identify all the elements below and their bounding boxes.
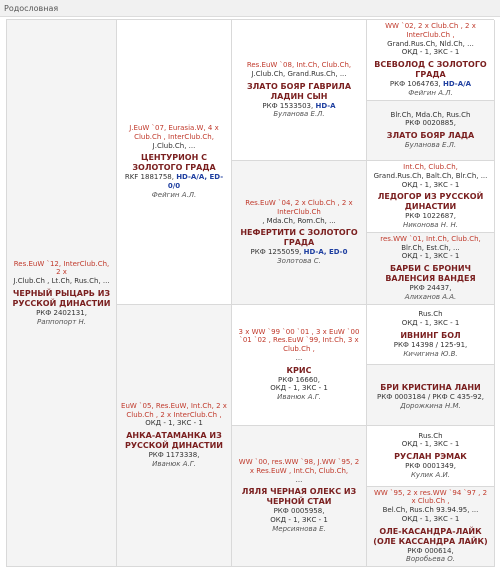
dog-owner: Воробьева О. — [406, 555, 455, 564]
dog-titles-extra: Bel.Ch, Rus.Ch 93.94.95, ... — [382, 506, 479, 514]
pedigree-cell-sds[interactable] — [367, 161, 495, 233]
dog-work-titles: ОКД - 1, ЗКС - 1 — [270, 516, 328, 525]
pedigree-cell-dam[interactable] — [117, 305, 232, 567]
dog-name[interactable]: РУСЛАН РЭМАК — [394, 452, 467, 462]
pedigree-cell-dsd[interactable] — [367, 365, 495, 426]
dog-name[interactable]: ИВНИНГ БОЛ — [400, 330, 461, 340]
dog-titles: WW `02, 2 x Club.Ch , 2 x InterClub.Ch , — [385, 22, 476, 39]
dog-name[interactable]: ЧЕРНЫЙ РЫЦАРЬ ИЗ РУССКОЙ ДИНАСТИИ — [12, 288, 111, 308]
dog-name[interactable]: АНКА-АТАМАНКА ИЗ РУССКОЙ ДИНАСТИИ — [124, 431, 224, 451]
dog-name[interactable]: ЗЛАТО БОЯР ЛАДА — [386, 131, 475, 141]
dog-registration: РКФ 24437, — [409, 284, 452, 293]
pedigree-header — [0, 0, 500, 17]
dog-titles: 3 x WW `99 `00 `01 , 3 x EuW `00 `01 `02 , Res.EuW `99, Int.Ch, 3 x Club.Ch , — [238, 327, 360, 354]
dog-registration: РКФ 1533503, HD-A — [262, 101, 336, 110]
pedigree-cell-subject[interactable] — [7, 20, 117, 567]
dog-titles-extra: Grand.Rus.Ch, Balt.Ch, Blr.Ch, ... — [373, 171, 488, 180]
dog-registration: РКФ 0003184 / РКФ С 435-92, — [377, 392, 484, 401]
pedigree-title: Родословная — [4, 4, 59, 13]
pedigree-cell-sire-sire[interactable] — [232, 20, 367, 161]
pedigree-cell-sire[interactable] — [117, 20, 232, 305]
dog-work-titles: ОКД - 1, ЗКС - 1 — [401, 252, 460, 261]
dog-titles: WW `00, res.WW `98, J.WW `95, 2 x Res.EuW , Int.Ch, Club.Ch, — [238, 458, 360, 475]
dog-titles-extra: J.Club.Ch , Lt.Ch, Rus.Ch, ... — [13, 277, 110, 286]
dog-owner: Буланова Е.Л. — [404, 141, 457, 150]
dog-titles: J.EuW `07, Eurasia.W, 4 x Club.Ch , InterClub.Ch, — [129, 124, 219, 141]
dog-titles-extra: Rus.Ch — [418, 431, 443, 440]
dog-owner: Иванюк А.Г. — [152, 459, 196, 468]
dog-registration: РКФ 0005958, — [273, 507, 325, 516]
pedigree-cell-sire-dam[interactable] — [232, 161, 367, 305]
dog-name[interactable]: ЛЕДОГОР ИЗ РУССКОЙ ДИНАСТИИ — [377, 192, 484, 212]
dog-titles: Res.EuW `08, Int.Ch, Club.Ch, — [246, 61, 352, 70]
dog-owner: Раппопорт Н. — [36, 317, 87, 326]
dog-name[interactable]: ЗЛАТО БОЯР ГАВРИЛА ЛАДИН СЫН — [246, 81, 352, 101]
dog-titles-extra: J.Club.Ch, ... — [152, 141, 196, 150]
dog-registration: РКФ 0020885, — [405, 119, 456, 128]
dog-owner: Никонова Н. Н. — [402, 221, 459, 230]
dog-owner: Золотова С. — [277, 257, 321, 265]
dog-titles-extra: J.Club.Ch, Grand.Rus.Ch, ... — [251, 69, 347, 78]
dog-name[interactable]: ВСЕВОЛОД С ЗОЛОТОГО ГРАДА — [374, 60, 487, 79]
dog-titles-extra: Blr.Ch, Est.Ch, ... — [401, 243, 460, 252]
dog-titles-extra: ... — [295, 353, 303, 362]
dog-registration: РКФ 1173338, — [148, 451, 200, 460]
dog-owner: Кичигина Ю.В. — [403, 349, 458, 358]
dog-titles: res.WW `01, Int.Ch, Club.Ch, — [380, 234, 481, 243]
dog-titles: Int.Ch, Club.Ch, — [403, 163, 458, 172]
pedigree-cell-dam-dam[interactable] — [232, 426, 367, 567]
dog-registration: RKF 1881758, HD-A/A, ED-0/0 — [124, 173, 224, 191]
dog-name[interactable]: ЛЯЛЯ ЧЕРНАЯ ОЛЕКС ИЗ ЧЕРНОЙ СТАИ — [241, 487, 357, 507]
dog-titles-extra: Blr.Ch, Mda.Ch, Rus.Ch — [390, 110, 471, 119]
pedigree-cell-sss[interactable] — [367, 20, 495, 101]
dog-registration: РКФ 2402131, — [36, 308, 87, 317]
dog-titles-extra: Grand.Rus.Ch, Nld.Ch, ... — [387, 39, 474, 48]
pedigree-cell-dam-sire[interactable] — [232, 305, 367, 426]
dog-titles: EuW `05, Res.EuW, Int.Ch, 2 x Club.Ch , 2 x InterClub.Ch , — [121, 401, 227, 419]
dog-owner: Кулик А.И. — [410, 470, 451, 479]
dog-titles-extra: , Mda.Ch, Rom.Ch, ... — [262, 216, 336, 225]
pedigree-table — [6, 19, 494, 567]
dog-titles: Res.EuW `12, InterClub.Ch, 2 x — [13, 259, 110, 277]
dog-registration: РКФ 14398 / 125-91, — [393, 340, 468, 349]
dog-name[interactable]: ЦЕНТУРИОН С ЗОЛОТОГО ГРАДА — [132, 153, 216, 173]
dog-owner: Алиханов А.А. — [404, 292, 457, 301]
pedigree-cell-ssd[interactable] — [367, 101, 495, 162]
dog-name[interactable]: ОЛЕ-КАСАНДРА-ЛАЙК (ОЛЕ КАССАНДРА ЛАЙК) — [373, 526, 488, 546]
dog-registration: РКФ 1022687, — [405, 212, 456, 221]
dog-titles-extra: ОКД - 1, ЗКС - 1 — [145, 419, 203, 428]
dog-registration: РКФ 1064763, HD-A/A — [389, 80, 472, 88]
dog-registration: РКФ 16660, — [278, 375, 320, 384]
dog-titles: WW `95, 2 x res.WW `94 `97 , 2 x Club.Ch , — [373, 488, 488, 506]
dog-titles: Res.EuW `04, 2 x Club.Ch , 2 x InterClub.Ch — [245, 199, 353, 216]
dog-registration: РКФ 000614, — [407, 546, 454, 555]
dog-name[interactable]: НЕФЕРТИТИ С ЗОЛОТОГО ГРАДА — [240, 228, 358, 248]
dog-name[interactable]: БАРБИ С БРОНИЧ ВАЛЕНСИЯ ВАНДЕЯ — [385, 264, 476, 284]
dog-titles-extra: ... — [295, 475, 303, 484]
dog-work-titles: ОКД - 1, ЗКС - 1 — [270, 384, 328, 393]
dog-owner: Мерсиянова Е. — [272, 524, 326, 533]
dog-name[interactable]: КРИС — [286, 365, 312, 375]
dog-owner: Иванюк А.Г. — [277, 393, 321, 402]
pedigree-cell-sdd[interactable] — [367, 233, 495, 305]
dog-work-titles: ОКД - 1, ЗКС - 1 — [401, 514, 460, 523]
pedigree-cell-dss[interactable] — [367, 305, 495, 366]
dog-work-titles: ОКД - 1, ЗКС - 1 — [401, 180, 460, 189]
dog-owner: Фейгин А.Л. — [408, 88, 453, 97]
dog-owner: Фейгин А.Л. — [151, 190, 197, 199]
dog-registration: РКФ 1255059, HD-A, ED-0 — [250, 248, 348, 257]
dog-work-titles: ОКД - 1, ЗКС - 1 — [401, 440, 460, 449]
dog-titles-extra: Rus.Ch — [418, 310, 443, 319]
dog-work-titles: ОКД - 1, ЗКС - 1 — [401, 48, 460, 57]
pedigree-cell-dds[interactable] — [367, 426, 495, 487]
pedigree-cell-ddd[interactable] — [367, 487, 495, 568]
dog-owner: Дорожкина Н.М. — [400, 401, 461, 410]
dog-registration: РКФ 0001349, — [405, 462, 456, 471]
dog-name[interactable]: БРИ КРИСТИНА ЛАНИ — [380, 382, 481, 392]
dog-work-titles: ОКД - 1, ЗКС - 1 — [401, 319, 460, 328]
dog-owner: Буланова Е.Л. — [273, 110, 325, 119]
